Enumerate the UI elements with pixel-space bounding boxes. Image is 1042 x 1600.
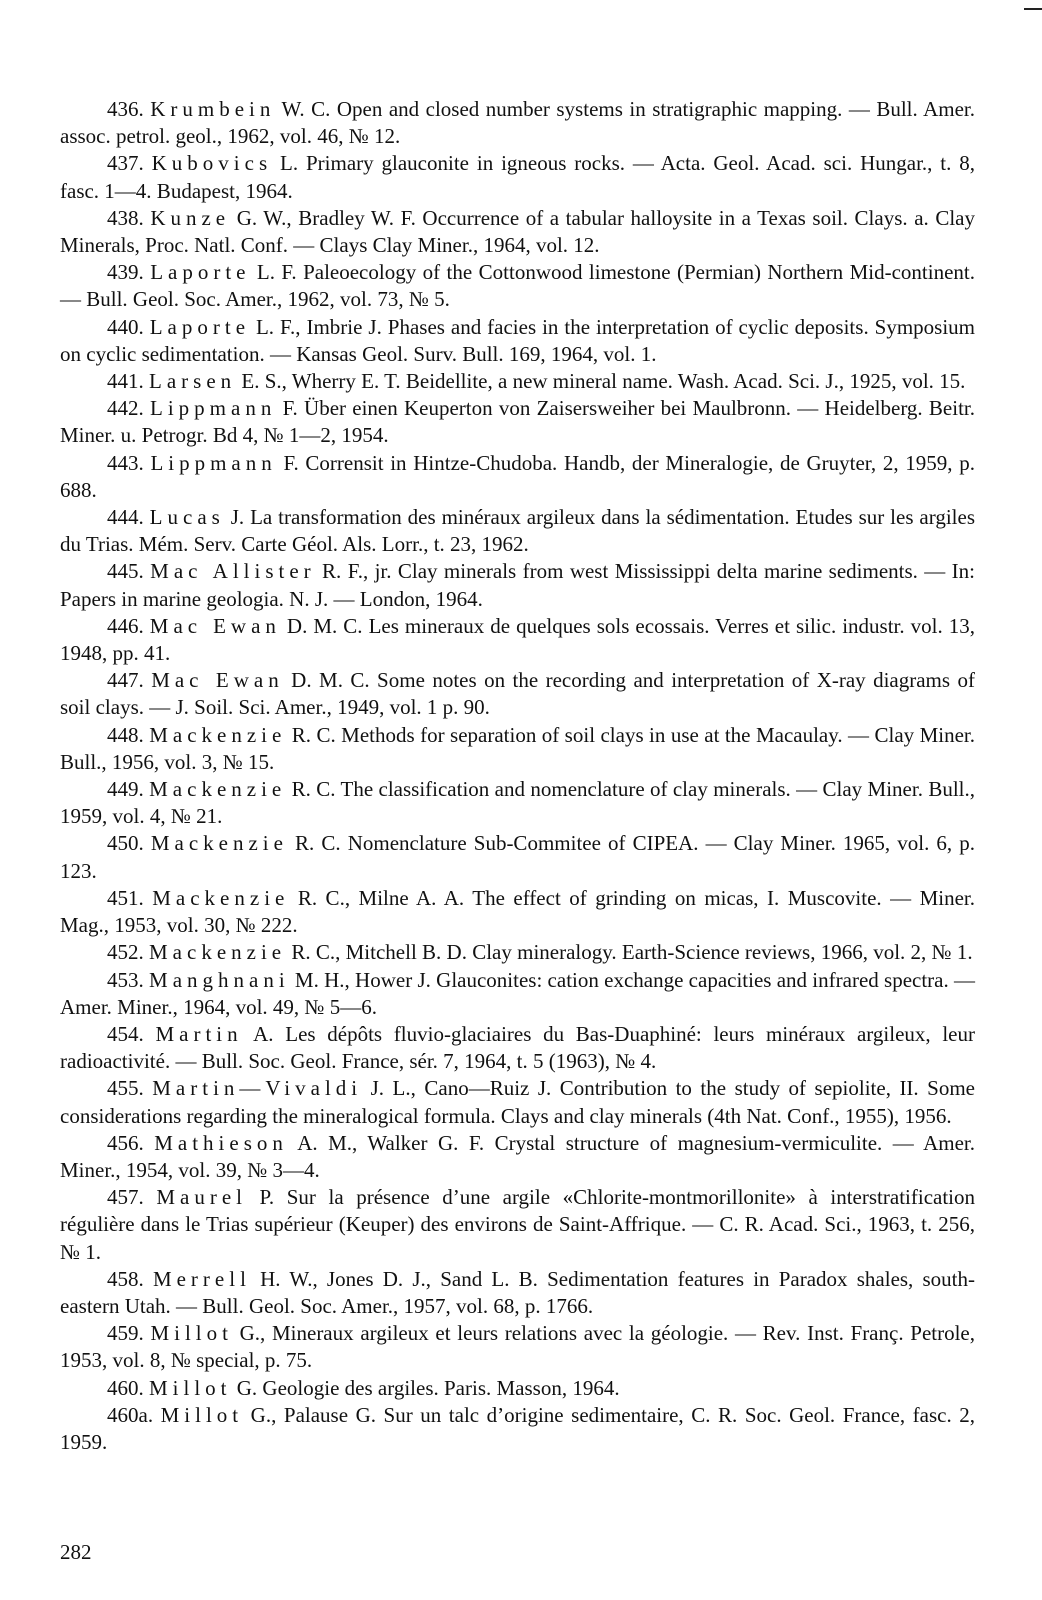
entry-citation: H. W., Jones D. J., Sand L. B. Sedimentation features in Paradox shales, south-eastern Utah. — Bull. Geol. Soc. Amer., 1957, vol. 68, p. 1766. (60, 1266, 975, 1318)
entry-number: 440. (107, 314, 144, 339)
entry-citation: G., Palause G. Sur un talc d’origine sedimentaire, C. R. Soc. Geol. France, fasc. 2, 1959. (60, 1402, 975, 1454)
entry-author: Larsen (149, 369, 237, 394)
entry-number: 448. (107, 722, 144, 747)
reference-entry (60, 150, 975, 204)
reference-entry (60, 1184, 975, 1266)
reference-entry (60, 205, 975, 259)
entry-citation: R. F., jr. Clay minerals from west Mississippi delta marine sediments. — In: Papers in marine geologia. N. J. — London, 1964. (60, 559, 975, 611)
reference-entry (60, 314, 975, 368)
reference-entry (60, 830, 975, 884)
entry-number: 439. (107, 260, 144, 285)
entry-citation: L. Primary glauconite in igneous rocks. — Acta. Geol. Acad. sci. Hungar., t. 8, fasc. 1—4. Budapest, 1964. (60, 151, 975, 203)
entry-author: Mac Ewan (151, 668, 284, 693)
entry-author: Mackenzie (149, 777, 287, 802)
entry-citation: A. Les dépôts fluvio-glaciaires du Bas-Duaphiné: leurs minéraux argileux, leur radioactivité. — Bull. Soc. Geol. France, sér. 7, 1964, t. 5 (1963), № 4. (60, 1021, 975, 1074)
entry-citation: L. F. Paleoecology of the Cottonwood limestone (Permian) Northern Mid-continent. — Bull. Geol. Soc. Amer., 1962, vol. 73, № 5. (60, 260, 976, 312)
reference-entry (60, 1402, 975, 1456)
entry-number: 457. (107, 1185, 144, 1210)
reference-entry (60, 939, 975, 966)
entry-citation: P. Sur la présence d’une argile «Chlorite-montmorillonite» à interstratification régulière dans le Trias supérieur (Keuper) des environs de Saint-Affrique. — C. R. Acad. Sci., 1963, t. 256, № 1. (60, 1185, 976, 1264)
entry-citation: J. L., Cano—Ruiz J. Contribution to the study of sepiolite, II. Some considerations regarding the mineralogical formula. Clays and clay minerals (4th Nat. Conf., 1955), 1956. (60, 1076, 976, 1128)
entry-citation: D. M. C. Les mineraux de quelques sols ecossais. Verres et silic. industr. vol. 13, 1948, pp. 41. (60, 613, 975, 666)
entry-author: Krumbein (150, 97, 276, 121)
reference-entry (60, 504, 975, 558)
entry-author: Mathieson (154, 1130, 288, 1155)
entry-number: 438. (107, 205, 144, 230)
entry-number: 443. (107, 450, 144, 475)
entry-citation: E. S., Wherry E. T. Beidellite, a new mineral name. Wash. Acad. Sci. J., 1925, vol. 15. (236, 369, 966, 394)
entry-citation: R. C. The classification and nomenclature of clay minerals. — Clay Miner. Bull., 1959, vol. 4, № 21. (60, 777, 975, 829)
reference-entry (60, 1266, 975, 1320)
entry-citation: D. M. C. Some notes on the recording and interpretation of X-ray diagrams of soil clays. — J. Soil. Sci. Amer., 1949, vol. 1 p. 90. (60, 668, 975, 720)
entry-number: 441. (107, 369, 144, 394)
entry-citation: M. H., Hower J. Glauconites: cation exchange capacities and infrared spectra. — Amer. Miner., 1964, vol. 49, № 5—6. (60, 967, 976, 1019)
entry-number: 445. (107, 559, 144, 584)
entry-number: 453. (107, 967, 144, 992)
entry-author: Lippmann (150, 450, 277, 475)
reference-entry (60, 1375, 975, 1402)
entry-number: 446. (107, 613, 144, 638)
entry-number: 459. (107, 1321, 144, 1346)
entry-number: 437. (107, 151, 144, 176)
reference-entry (60, 395, 975, 449)
entry-number: 452. (107, 940, 144, 965)
entry-citation: W. C. Open and closed number systems in stratigraphic mapping. — Bull. Amer. assoc. petrol. geol., 1962, vol. 46, № 12. (60, 97, 975, 149)
entry-author: Martin—Vivaldi (152, 1076, 363, 1101)
entry-citation: G. Geologie des argiles. Paris. Masson, 1964. (231, 1375, 620, 1400)
edge-mark (1024, 8, 1042, 10)
entry-citation: J. La transformation des minéraux argileux dans la sédimentation. Etudes sur les argiles du Trias. Mém. Serv. Carte Géol. Als. Lorr., t. 23, 1962. (60, 505, 976, 557)
entry-number: 442. (107, 396, 144, 421)
entry-author: Mac Ewan (149, 613, 281, 638)
reference-entry (60, 558, 975, 612)
reference-entry (60, 1021, 975, 1075)
entry-author: Mac Allister (150, 559, 316, 584)
entry-author: Mackenzie (149, 940, 287, 965)
entry-citation: R. C., Mitchell B. D. Clay mineralogy. Earth-Science reviews, 1966, vol. 2, № 1. (286, 940, 973, 965)
entry-author: Millot (150, 1321, 233, 1346)
entry-author: Mackenzie (149, 722, 287, 747)
reference-entry (60, 776, 975, 830)
reference-entry (60, 368, 975, 395)
entry-number: 460a. (107, 1402, 154, 1427)
reference-entry (60, 722, 975, 776)
entry-author: Millot (160, 1402, 244, 1427)
reference-entry (60, 1320, 975, 1374)
entry-author: Mackenzie (152, 885, 290, 910)
entry-number: 450. (107, 831, 144, 856)
entry-citation: G., Mineraux argileux et leurs relations avec la géologie. — Rev. Inst. Franç. Petrole, 1953, vol. 8, № special, p. 75. (60, 1321, 975, 1373)
entry-citation: L. F., Imbrie J. Phases and facies in the interpretation of cyclic deposits. Symposium on cyclic sedimentation. — Kansas Geol. Surv. Bull. 169, 1964, vol. 1. (60, 314, 976, 366)
entry-number: 455. (107, 1076, 144, 1101)
entry-author: Lucas (149, 505, 225, 530)
entry-number: 447. (107, 668, 144, 693)
reference-entry (60, 1130, 975, 1184)
entry-number: 451. (107, 885, 144, 910)
entry-author: Manghnani (149, 967, 290, 992)
reference-entry (60, 613, 975, 667)
entry-citation: R. C. Nomenclature Sub-Commitee of CIPEA. — Clay Miner. 1965, vol. 6, p. 123. (60, 831, 975, 883)
entry-author: Mackenzie (150, 831, 288, 856)
entry-number: 456. (107, 1130, 144, 1155)
entry-number: 449. (107, 777, 144, 802)
entry-citation: F. Über einen Keuperton von Zaisersweiher bei Maulbronn. — Heidelberg. Beitr. Miner. u. Petrogr. Bd 4, № 1—2, 1954. (60, 396, 976, 448)
entry-author: Laporte (150, 260, 251, 285)
entry-citation: R. C., Milne A. A. The effect of grinding on micas, I. Muscovite. — Miner. Mag., 1953, vol. 30, № 222. (60, 885, 976, 938)
entry-citation: F. Corrensit in Hintze-Chudoba. Handb, der Mineralogie, de Gruyter, 2, 1959, p. 688. (60, 450, 975, 502)
reference-entry (60, 1075, 975, 1129)
entry-author: Maurel (156, 1185, 247, 1210)
entry-author: Lippmann (150, 396, 277, 421)
entry-author: Merrell (152, 1266, 251, 1291)
reference-entry (60, 96, 975, 150)
entry-citation: A. M., Walker G. F. Crystal structure of magnesium-vermiculite. — Amer. Miner., 1954, vol. 39, № 3—4. (60, 1130, 975, 1182)
page-number: 282 (60, 1540, 92, 1564)
entry-citation: R. C. Methods for separation of soil clays in use at the Macaulay. — Clay Miner. Bull., 1956, vol. 3, № 15. (60, 722, 976, 774)
entry-number: 436. (107, 97, 144, 121)
entry-number: 454. (107, 1021, 144, 1046)
reference-entry (60, 259, 975, 313)
entry-number: 460. (107, 1375, 144, 1400)
reference-entry (60, 967, 975, 1021)
reference-entry (60, 450, 975, 504)
entry-author: Laporte (149, 314, 251, 339)
entry-number: 444. (107, 505, 144, 530)
reference-entry (60, 667, 975, 721)
entry-author: Kunze (150, 205, 231, 230)
entry-number: 458. (107, 1266, 144, 1291)
reference-entry (60, 885, 975, 939)
reference-list (60, 96, 975, 1456)
entry-author: Kubovics (151, 151, 273, 176)
entry-author: Millot (149, 1375, 232, 1400)
entry-author: Martin (155, 1021, 243, 1046)
entry-citation: G. W., Bradley W. F. Occurrence of a tabular halloysite in a Texas soil. Clays. a. Clay Minerals, Proc. Natl. Conf. — Clays Clay Miner., 1964, vol. 12. (60, 205, 975, 258)
